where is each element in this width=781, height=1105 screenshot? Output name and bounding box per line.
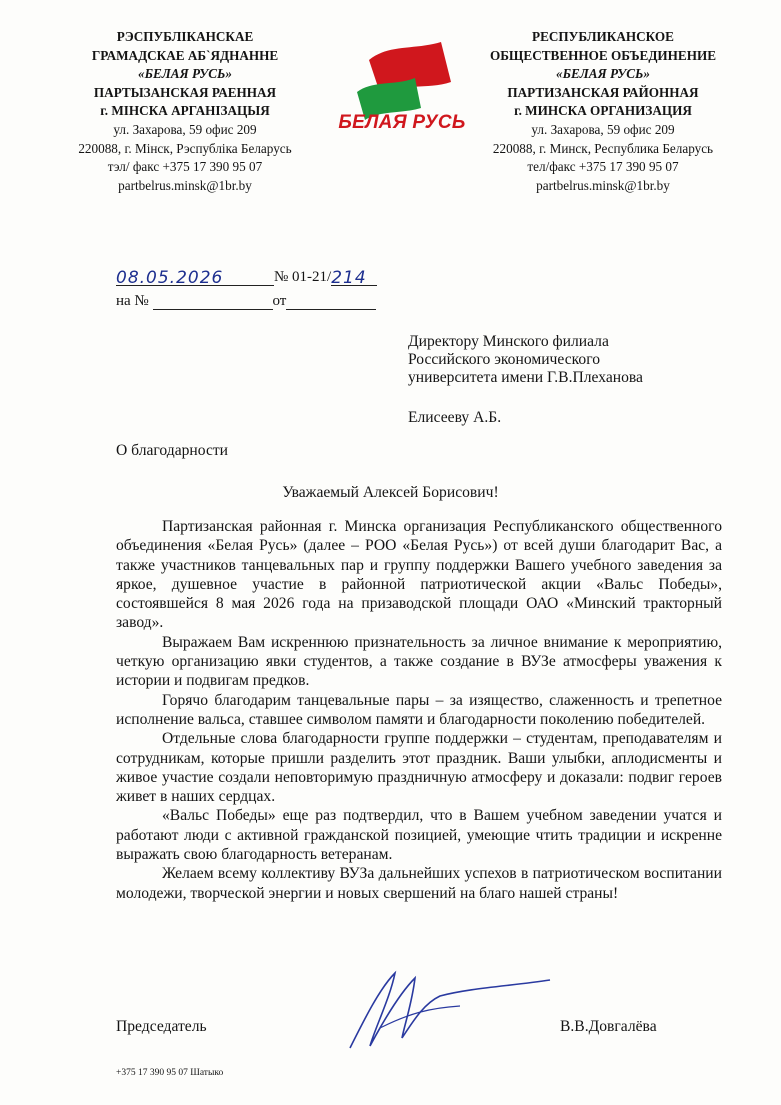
letterhead-left-line5: г. МІНСКА АРГАНІЗАЦЫЯ bbox=[100, 103, 270, 119]
letterhead-right bbox=[468, 28, 738, 195]
letter-body bbox=[116, 517, 722, 903]
letterhead-left-address2: 220088, г. Мінск, Рэспубліка Беларусь bbox=[78, 140, 292, 156]
paragraph-3: Горячо благодарим танцевальные пары – за изящество, слаженность и трепетное исполнение вальса, ставшее символом памяти и благодарности поколению победителей. bbox=[116, 691, 722, 728]
signatory-role: Председатель bbox=[116, 1018, 207, 1035]
logo-text: БЕЛАЯ РУСЬ bbox=[338, 112, 466, 133]
letterhead-right-line1: РЕСПУБЛИКАНСКОЕ bbox=[532, 29, 674, 44]
handwritten-signature-icon bbox=[320, 958, 580, 1058]
paragraph-2: Выражаем Вам искреннюю признательность за личное внимание к мероприятию, четкую организацию явки студентов, а также создание в ВУЗе атмосферы уважения к истории и подвигам предков. bbox=[116, 633, 722, 690]
paragraph-6: Желаем всему коллективу ВУЗа дальнейших успехов в патриотическом воспитании молодежи, творческой энергии и новых свершений на благо нашей страны! bbox=[116, 865, 722, 902]
reference-prefix: на № bbox=[116, 293, 149, 309]
letterhead-left-line4: ПАРТЫЗАНСКАЯ РАЕННАЯ bbox=[93, 84, 277, 100]
paragraph-4: Отдельные слова благодарности группе поддержки – студентам, преподавателям и сотрудникам, которые пришли разделить этот праздник. Ваши улыбки, аплодисменты и живое участие создали неповторимую праздничную атмосферу и доказали: подвиг героев живет в наших сердцах. bbox=[116, 730, 722, 806]
reference-date-field bbox=[286, 292, 376, 310]
letterhead-left-phone: тэл/ факс +375 17 390 95 07 bbox=[107, 159, 263, 175]
addressee-name: Елисееву А.Б. bbox=[408, 408, 502, 426]
letterhead-right-address2: 220088, г. Минск, Республика Беларусь bbox=[492, 140, 714, 156]
date-field bbox=[116, 268, 274, 286]
paragraph-1: Партизанская районная г. Минска организация Республиканского общественного объединения «Белая Русь» (далее – РОО «Белая Русь») от всей души благодарит Вас, а также участников танцевальных пар и группу поддержки Вашего учебного заведения за яркое, душевное участие в районной патриотической акции «Вальс Победы», состоявшейся 8 мая 2026 года на призаводской площади ОАО «Минский тракторный завод». bbox=[116, 518, 722, 632]
letter-greeting: Уважаемый Алексей Борисович! bbox=[282, 484, 499, 501]
addressee-block bbox=[408, 333, 643, 427]
paragraph-5: «Вальс Победы» еще раз подтвердил, что в Вашем учебном заведении учатся и работают люди с активной гражданской позицией, умеющие чтить традиции и искренне выражать свою благодарность ветеранам. bbox=[116, 807, 722, 864]
number-field bbox=[331, 268, 377, 286]
letterhead-left-line3: «БЕЛАЯ РУСЬ» bbox=[137, 66, 233, 82]
reference-from: от bbox=[272, 293, 287, 309]
footer-contact: +375 17 390 95 07 Шатыко bbox=[116, 1068, 224, 1078]
signatory-name: В.В.Довгалёва bbox=[560, 1018, 657, 1035]
registration-line bbox=[116, 268, 377, 286]
addressee-line3: университета имени Г.В.Плеханова bbox=[408, 369, 643, 387]
letterhead-right-email: partbelrus.minsk@1br.by bbox=[536, 177, 670, 193]
registration-date: 08.05.2026 bbox=[116, 268, 224, 288]
letterhead-left bbox=[50, 28, 320, 195]
reference-line bbox=[116, 292, 376, 310]
registration-number: 214 bbox=[331, 268, 367, 288]
letter-subject: О благодарности bbox=[116, 442, 229, 459]
letterhead-left-line2: ГРАМАДСКАЕ АБ`ЯДНАННЕ bbox=[91, 47, 279, 63]
letterhead-right-line4: ПАРТИЗАНСКАЯ РАЙОННАЯ bbox=[507, 84, 699, 100]
addressee-line2: Российского экономического bbox=[408, 351, 600, 369]
letterhead-left-line1: РЭСПУБЛІКАНСКАЕ bbox=[116, 29, 254, 44]
reference-number-field bbox=[153, 292, 273, 310]
letterhead-right-line3: «БЕЛАЯ РУСЬ» bbox=[555, 66, 651, 82]
letterhead-right-phone: тел/факс +375 17 390 95 07 bbox=[527, 159, 679, 175]
addressee-line1: Директору Минского филиала bbox=[408, 333, 609, 350]
letterhead-left-email: partbelrus.minsk@1br.by bbox=[118, 177, 252, 193]
letterhead-left-address1: ул. Захарова, 59 офис 209 bbox=[113, 121, 257, 137]
letterhead-right-address1: ул. Захарова, 59 офис 209 bbox=[531, 121, 675, 137]
letterhead-right-line2: ОБЩЕСТВЕННОЕ ОБЪЕДИНЕНИЕ bbox=[489, 47, 717, 63]
registration-number-prefix: № 01-21/ bbox=[274, 269, 332, 285]
letterhead-right-line5: г. МИНСКА ОРГАНИЗАЦИЯ bbox=[514, 103, 692, 119]
